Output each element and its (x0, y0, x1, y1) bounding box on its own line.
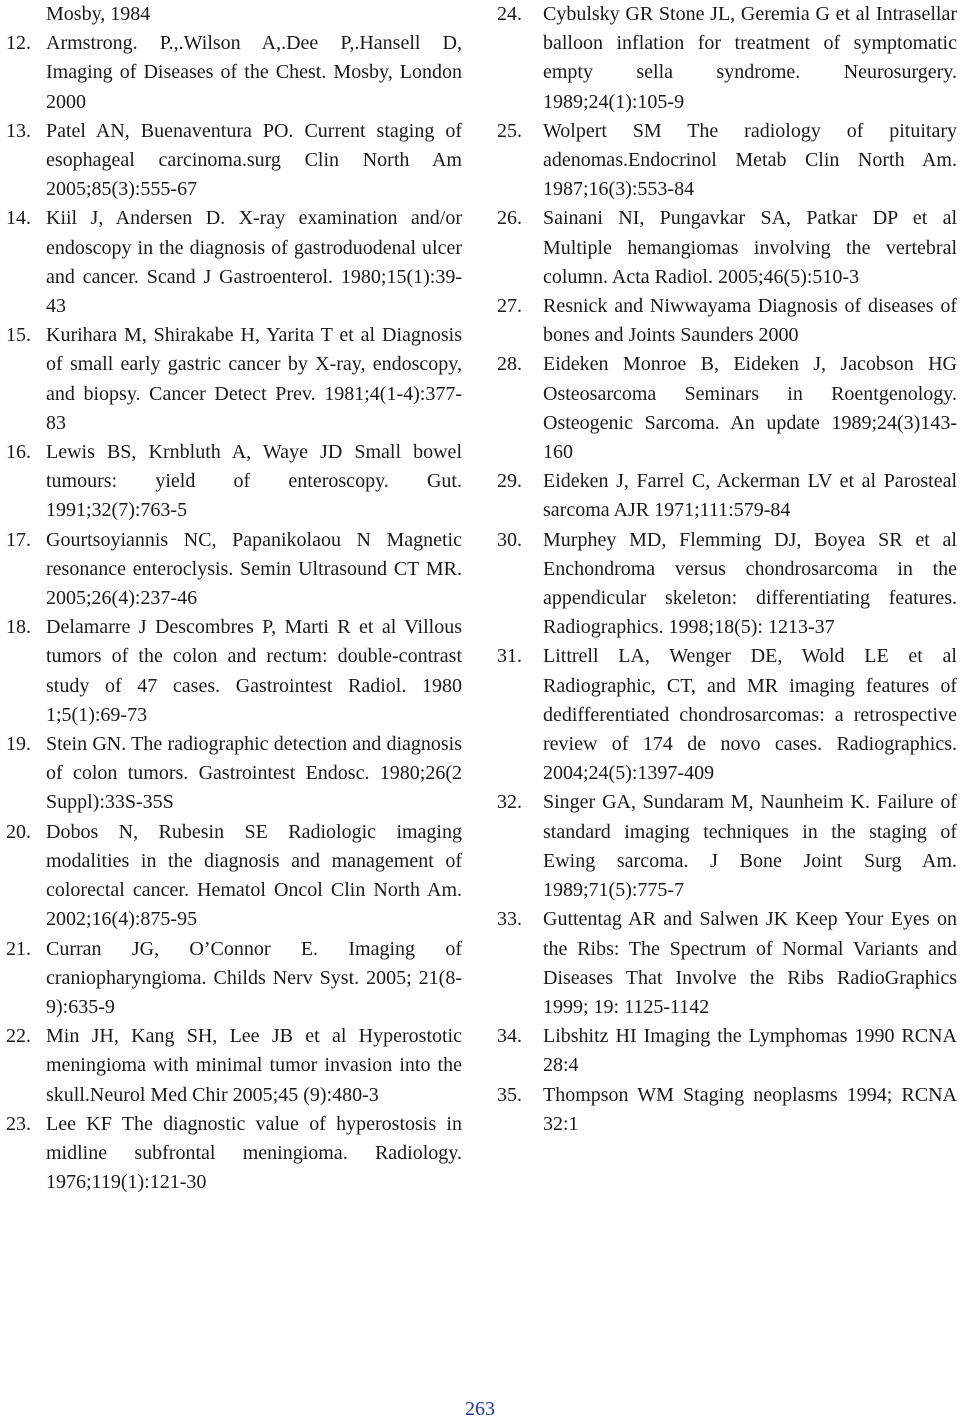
reference-number: 27. (497, 295, 522, 318)
reference-text: Guttentag AR and Salwen JK Keep Your Eyes on the Ribs: The Spectrum of Normal Variants and Diseases That Involve the Ribs RadioGraphics 1999; 19: 1125-1142 (543, 908, 957, 1018)
reference-number: 13. (6, 119, 31, 142)
reference-number: 31. (497, 645, 522, 668)
reference-text: Murphey MD, Flemming DJ, Boyea SR et al Enchondroma versus chondrosarcoma in the appendicular skeleton: differentiating features. Radiographics. 1998;18(5): 1213-37 (543, 528, 957, 639)
reference-number: 26. (497, 207, 522, 230)
reference-number: 16. (6, 441, 31, 464)
reference-item (6, 204, 462, 321)
reference-text: Gourtsoyiannis NC, Papanikolaou N Magnetic resonance enteroclysis. Semin Ultrasound CT MR. 2005;26(4):237-46 (46, 528, 462, 610)
reference-text: Libshitz HI Imaging the Lymphomas 1990 RCNA 28:4 (543, 1025, 957, 1077)
reference-number: 29. (497, 470, 522, 493)
reference-item (497, 0, 957, 117)
reference-number: 32. (497, 791, 522, 814)
reference-item (6, 321, 462, 438)
reference-number: 12. (6, 32, 31, 55)
reference-item (6, 438, 462, 526)
reference-item (6, 818, 462, 935)
reference-text: Wolpert SM The radiology of pituitary adenomas.Endocrinol Metab Clin North Am. 1987;16(3):553-84 (543, 119, 957, 201)
reference-item (6, 730, 462, 818)
reference-number: 20. (6, 820, 31, 843)
reference-text: Cybulsky GR Stone JL, Geremia G et al Intrasellar balloon inflation for treatment of symptomatic empty sella syndrome. Neurosurgery. 1989;24(1):105-9 (543, 3, 957, 113)
reference-number: 15. (6, 324, 31, 347)
reference-item (497, 467, 957, 525)
reference-item (6, 935, 462, 1023)
reference-text: Curran JG, O’Connor E. Imaging of craniopharyngioma. Childs Nerv Syst. 2005; 21(8-9):635-9 (46, 937, 462, 1018)
reference-item (497, 905, 957, 1022)
reference-item (6, 117, 462, 205)
reference-text: Lewis BS, Krnbluth A, Waye JD Small bowel tumours: yield of enteroscopy. Gut. 1991;32(7):763-5 (46, 441, 462, 522)
reference-text: Kiil J, Andersen D. X-ray examination and/or endoscopy in the diagnosis of gastroduodenal ulcer and cancer. Scand J Gastroenterol. 1980;15(1):39-43 (46, 207, 462, 318)
reference-item (497, 642, 957, 788)
reference-item (497, 117, 957, 205)
reference-number: 18. (6, 616, 31, 639)
reference-list-left (6, 29, 462, 1197)
reference-number: 33. (497, 908, 522, 931)
reference-text: Dobos N, Rubesin SE Radiologic imaging modalities in the diagnosis and management of colorectal cancer. Hematol Oncol Clin North Am. 2002;16(4):875-95 (46, 820, 462, 931)
reference-number: 21. (6, 937, 31, 960)
reference-number: 19. (6, 733, 31, 756)
reference-number: 24. (497, 3, 522, 25)
reference-text: Delamarre J Descombres P, Marti R et al Villous tumors of the colon and rectum: double-contrast study of 47 cases. Gastrointest Radiol. 1980 1;5(1):69-73 (46, 616, 462, 726)
reference-number: 28. (497, 353, 522, 376)
reference-number: 22. (6, 1025, 31, 1048)
reference-list-right (497, 0, 957, 1139)
reference-text: Kurihara M, Shirakabe H, Yarita T et al Diagnosis of small early gastric cancer by X-ray, endoscopy, and biopsy. Cancer Detect Prev. 1981;4(1-4):377-83 (46, 324, 462, 434)
reference-number: 23. (6, 1112, 31, 1135)
reference-item (6, 1110, 462, 1198)
reference-number: 34. (497, 1025, 522, 1048)
reference-item (497, 292, 957, 350)
reference-item (497, 350, 957, 467)
page-number: 263 (465, 1398, 495, 1420)
reference-item (497, 1081, 957, 1139)
reference-text: Lee KF The diagnostic value of hyperostosis in midline subfrontal meningioma. Radiology. 1976;119(1):121-30 (46, 1112, 462, 1194)
reference-item (497, 1022, 957, 1080)
reference-text: Sainani NI, Pungavkar SA, Patkar DP et al Multiple hemangiomas involving the vertebral column. Acta Radiol. 2005;46(5):510-3 (543, 207, 957, 288)
reference-item (6, 1022, 462, 1110)
left-column (6, 0, 462, 1197)
reference-text: Armstrong. P.,.Wilson A,.Dee P,.Hansell D, Imaging of Diseases of the Chest. Mosby, London 2000 (46, 32, 462, 113)
reference-number: 30. (497, 528, 522, 551)
reference-item (6, 526, 462, 614)
reference-number: 35. (497, 1083, 522, 1106)
reference-text: Singer GA, Sundaram M, Naunheim K. Failure of standard imaging techniques in the staging of Ewing sarcoma. J Bone Joint Surg Am. 1989;71(5):775-7 (543, 791, 957, 902)
reference-item (6, 613, 462, 730)
reference-text: Eideken J, Farrel C, Ackerman LV et al Parosteal sarcoma AJR 1971;111:579-84 (543, 470, 957, 522)
reference-number: 17. (6, 528, 31, 551)
continued-reference-text: Mosby, 1984 (46, 3, 151, 25)
reference-text: Min JH, Kang SH, Lee JB et al Hyperostotic meningioma with minimal tumor invasion into the skull.Neurol Med Chir 2005;45 (9):480-3 (46, 1025, 462, 1106)
reference-text: Thompson WM Staging neoplasms 1994; RCNA 32:1 (543, 1083, 957, 1135)
reference-number: 25. (497, 119, 522, 142)
reference-text: Eideken Monroe B, Eideken J, Jacobson HG Osteosarcoma Seminars in Roentgenology. Osteogenic Sarcoma. An update 1989;24(3)143-160 (543, 353, 957, 464)
reference-item (497, 204, 957, 292)
reference-item (497, 526, 957, 643)
reference-item (6, 29, 462, 117)
right-column (497, 0, 957, 1139)
reference-text: Stein GN. The radiographic detection and diagnosis of colon tumors. Gastrointest Endosc. 1980;26(2 Suppl):33S-35S (46, 733, 462, 814)
reference-item (497, 788, 957, 905)
reference-text: Resnick and Niwwayama Diagnosis of diseases of bones and Joints Saunders 2000 (543, 295, 957, 347)
reference-text: Patel AN, Buenaventura PO. Current staging of esophageal carcinoma.surg Clin North Am 2005;85(3):555-67 (46, 119, 462, 201)
reference-number: 14. (6, 207, 31, 230)
reference-text: Littrell LA, Wenger DE, Wold LE et al Radiographic, CT, and MR imaging features of dedifferentiated chondrosarcomas: a retrospective review of 174 de novo cases. Radiographics. 2004;24(5):1397-409 (543, 645, 957, 785)
